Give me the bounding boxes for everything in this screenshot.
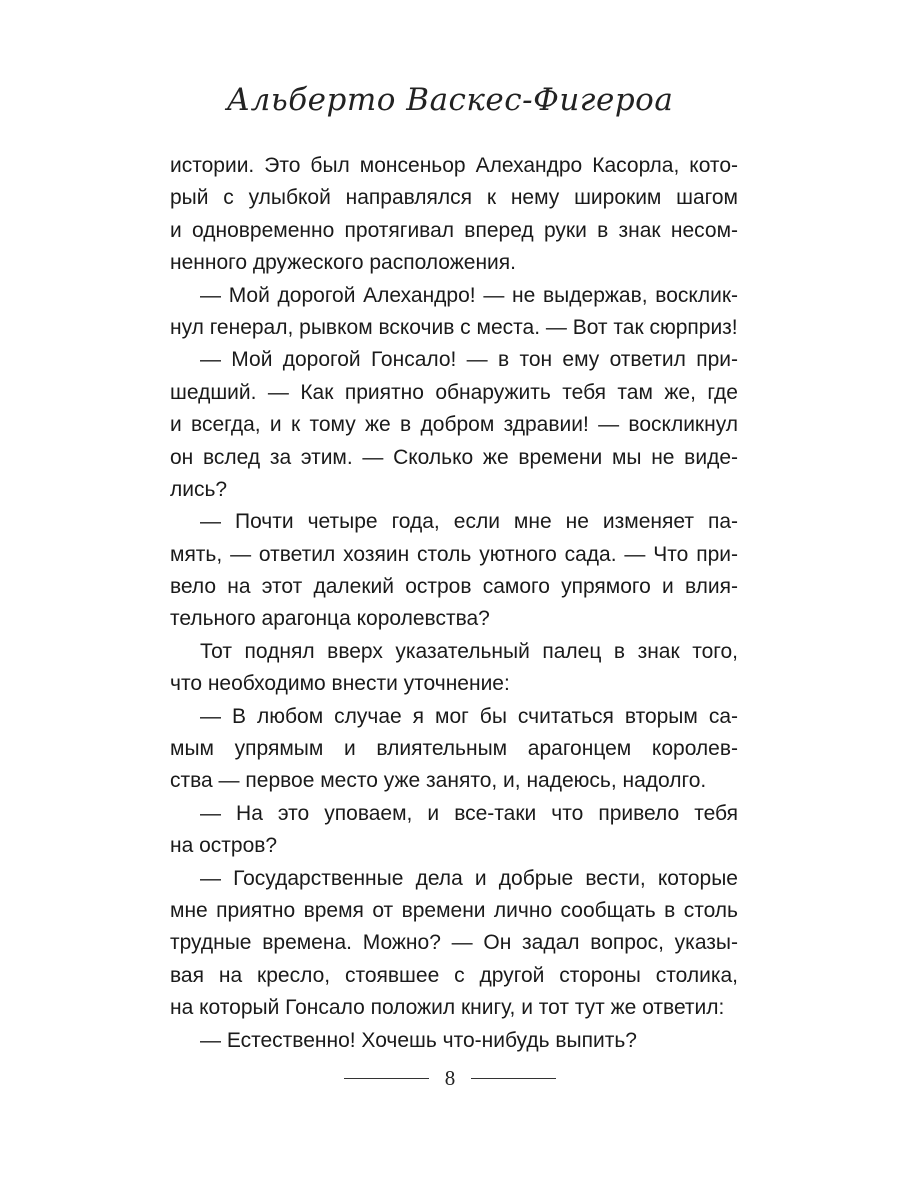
text-line: — Государственные дела и добрые вести, которые (200, 866, 738, 890)
text-line: — Естественно! Хочешь что-нибудь выпить? (200, 1028, 637, 1052)
text-line: Тот поднял вверх указательный палец в знак того, (200, 639, 738, 663)
text-line: — В любом случае я мог бы считаться вторым са- (200, 704, 738, 728)
text-line: — Мой дорогой Алехандро! — не выдержав, восклик- (200, 283, 738, 307)
text-line: мым упрямым и влиятельным арагонцем королев- (170, 737, 738, 761)
footer-rule-left (344, 1078, 429, 1079)
text-line: на который Гонсало положил книгу, и тот тут же ответил: (170, 996, 725, 1020)
text-line: и всегда, и к тому же в добром здравии! — воскликнул (170, 413, 738, 437)
text-line: истории. Это был монсеньор Алехандро Касорла, кото- (170, 154, 738, 177)
text-line: на остров? (170, 834, 278, 858)
running-header: Альберто Васкес-Фигероа (226, 82, 674, 118)
text-line: трудные времена. Можно? — Он задал вопрос, указы- (170, 931, 738, 955)
text-line: вело на этот далекий остров самого упрямого и влия- (170, 575, 738, 599)
text-line: вая на кресло, стоявшее с другой стороны столика, (170, 963, 738, 987)
text-line: ства — первое место уже занято, и, надеюсь, надолго. (170, 769, 707, 793)
text-line: ненного дружеского расположения. (170, 251, 516, 275)
page-number: 8 (444, 1066, 456, 1090)
text-line: — Мой дорогой Гонсало! — в тон ему ответил при- (200, 348, 738, 372)
text-line: — На это уповаем, и все-таки что привело тебя (200, 801, 738, 825)
text-line: шедший. — Как приятно обнаружить тебя там же, где (170, 380, 738, 404)
footer-rule-right (471, 1078, 556, 1079)
text-line: — Почти четыре года, если мне не изменяет па- (200, 510, 738, 534)
text-line: он вслед за этим. — Сколько же времени мы не виде- (170, 445, 738, 469)
text-line: лись? (170, 477, 228, 501)
text-line: мять, — ответил хозяин столь уютного сада. — Что при- (170, 542, 738, 566)
text-line: и одновременно протягивал вперед руки в знак несом- (170, 218, 738, 242)
text-line: рый с улыбкой направлялся к нему широким шагом (170, 186, 738, 210)
text-line: мне приятно время от времени лично сообщать в столь (170, 898, 738, 922)
text-line: нул генерал, рывком вскочив с места. — Вот так сюрприз! (170, 315, 738, 339)
page-body (170, 150, 738, 1057)
page-footer (0, 1066, 900, 1091)
text-line: тельного арагонца королевства? (170, 607, 490, 631)
text-line: что необходимо внести уточнение: (170, 672, 510, 696)
